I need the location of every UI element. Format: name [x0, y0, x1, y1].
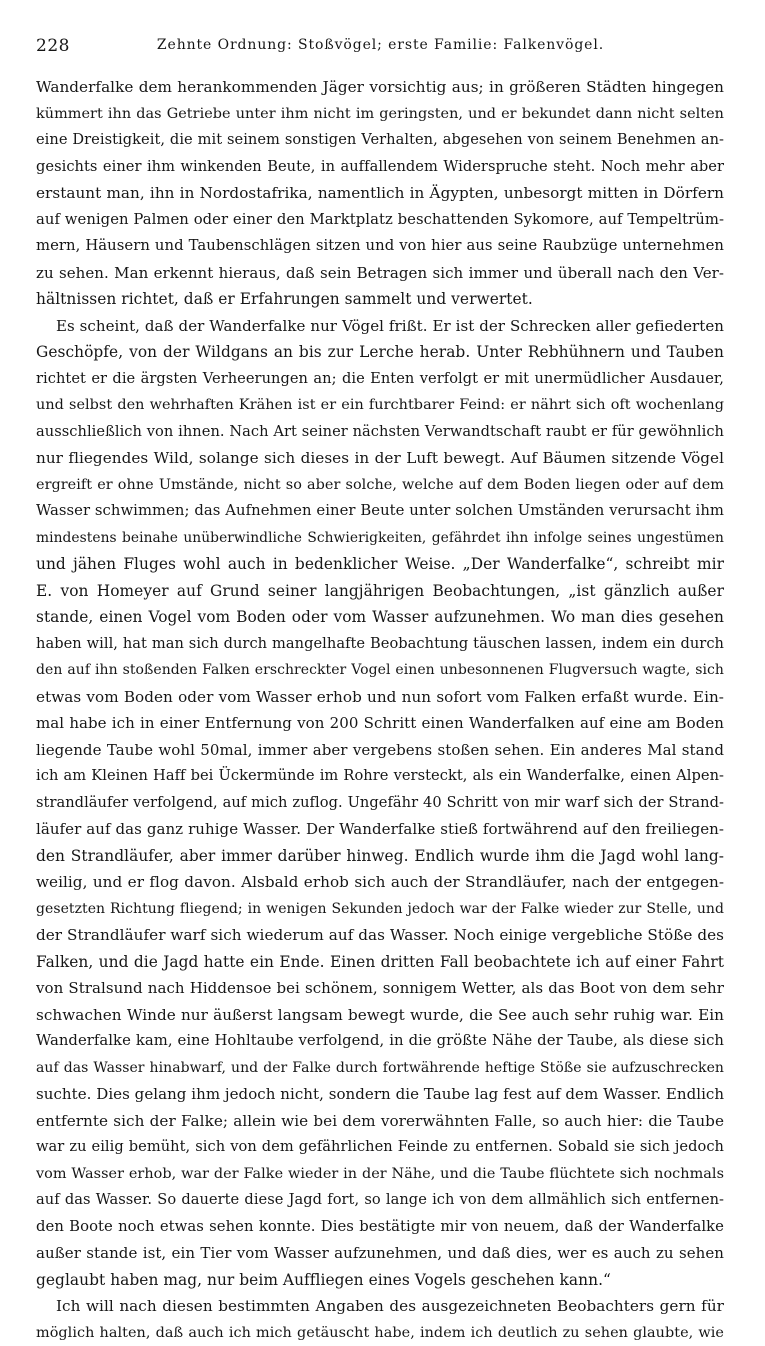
- text-line: ergreift er ohne Umstände, nicht so aber solche, welche auf dem Boden liegen oder auf dem: [36, 472, 724, 499]
- running-title: Zehnte Ordnung: Stoßvögel; erste Familie: Falkenvögel.: [36, 37, 725, 53]
- paragraph: [36, 1293, 724, 1346]
- text-line: vom Wasser erhob, war der Falke wieder in der Nähe, und die Taube flüchtete sich nochmals: [36, 1161, 724, 1188]
- text-line: zu sehen. Man erkennt hieraus, daß sein Betragen sich immer und überall nach den Ver-: [36, 260, 724, 287]
- text-line: weilig, und er flog davon. Alsbald erhob sich auch der Strandläufer, nach der entgegen-: [36, 869, 724, 896]
- text-line: stande, einen Vogel vom Boden oder vom Wasser aufzunehmen. Wo man dies gesehen: [36, 604, 724, 631]
- text-line: mal habe ich in einer Entfernung von 200 Schritt einen Wanderfalken auf eine am Boden: [36, 710, 724, 737]
- text-line: hältnissen richtet, daß er Erfahrungen sammelt und verwertet.: [36, 286, 724, 313]
- text-line: möglich halten, daß auch ich mich getäuscht habe, indem ich deutlich zu sehen glaubte, wie: [36, 1320, 724, 1346]
- paragraph: [36, 74, 724, 313]
- page-number: 228: [36, 36, 70, 56]
- text-line: auf das Wasser hinabwarf, und der Falke durch fortwährende heftige Stöße sie aufzuschrecken: [36, 1055, 724, 1082]
- text-line: ausschließlich von ihnen. Nach Art seiner nächsten Verwandtschaft raubt er für gewöhnlich: [36, 419, 724, 446]
- text-line: kümmert ihn das Getriebe unter ihm nicht im geringsten, und er bekundet dann nicht selten: [36, 101, 724, 128]
- text-line: haben will, hat man sich durch mangelhafte Beobachtung täuschen lassen, indem ein durch: [36, 631, 724, 658]
- text-line: gesichts einer ihm winkenden Beute, in auffallendem Widerspruche steht. Noch mehr aber: [36, 154, 724, 181]
- text-line: läufer auf das ganz ruhige Wasser. Der Wanderfalke stieß fortwährend auf den freiliegen-: [36, 816, 724, 843]
- body-text: [36, 74, 724, 1346]
- text-line: und jähen Fluges wohl auch in bedenklicher Weise. „Der Wanderfalke“, schreibt mir: [36, 551, 724, 578]
- text-line: den Strandläufer, aber immer darüber hinweg. Endlich wurde ihm die Jagd wohl lang-: [36, 843, 724, 870]
- text-line: strandläufer verfolgend, auf mich zuflog. Ungefähr 40 Schritt von mir warf sich der Strand-: [36, 790, 724, 817]
- text-line: mindestens beinahe unüberwindliche Schwierigkeiten, gefährdet ihn infolge seines ungestümen: [36, 525, 724, 552]
- text-line: E. von Homeyer auf Grund seiner langjährigen Beobachtungen, „ist gänzlich außer: [36, 578, 724, 605]
- text-line: den Boote noch etwas sehen konnte. Dies bestätigte mir von neuem, daß der Wanderfalke: [36, 1214, 724, 1241]
- text-line: etwas vom Boden oder vom Wasser erhob und nun sofort vom Falken erfaßt wurde. Ein-: [36, 684, 724, 711]
- text-line: liegende Taube wohl 50mal, immer aber vergebens stoßen sehen. Ein anderes Mal stand: [36, 737, 724, 764]
- text-line: geglaubt haben mag, nur beim Auffliegen eines Vogels geschehen kann.“: [36, 1267, 724, 1294]
- text-line: war zu eilig bemüht, sich von dem gefährlichen Feinde zu entfernen. Sobald sie sich jedoch: [36, 1134, 724, 1161]
- text-line: auf wenigen Palmen oder einer den Marktplatz beschattenden Sykomore, auf Tempeltrüm-: [36, 207, 724, 234]
- text-line: nur fliegendes Wild, solange sich dieses in der Luft bewegt. Auf Bäumen sitzende Vögel: [36, 445, 724, 472]
- paragraph: [36, 313, 724, 1294]
- text-line: von Stralsund nach Hiddensoe bei schönem, sonnigem Wetter, als das Boot von dem sehr: [36, 975, 724, 1002]
- text-line: eine Dreistigkeit, die mit seinem sonstigen Verhalten, abgesehen von seinem Benehmen an-: [36, 127, 724, 154]
- text-line: Falken, und die Jagd hatte ein Ende. Einen dritten Fall beobachtete ich auf einer Fahrt: [36, 949, 724, 976]
- text-line: Wanderfalke kam, eine Hohltaube verfolgend, in die größte Nähe der Taube, als diese sich: [36, 1028, 724, 1055]
- running-head: [36, 36, 725, 58]
- text-line: Geschöpfe, von der Wildgans an bis zur Lerche herab. Unter Rebhühnern und Tauben: [36, 339, 724, 366]
- text-line: richtet er die ärgsten Verheerungen an; die Enten verfolgt er mit unermüdlicher Ausdauer,: [36, 366, 724, 393]
- text-line: entfernte sich der Falke; allein wie bei dem vorerwähnten Falle, so auch hier: die Taube: [36, 1108, 724, 1135]
- text-line: mern, Häusern und Taubenschlägen sitzen und von hier aus seine Raubzüge unternehmen: [36, 233, 724, 260]
- text-line: suchte. Dies gelang ihm jedoch nicht, sondern die Taube lag fest auf dem Wasser. Endlich: [36, 1081, 724, 1108]
- text-line: erstaunt man, ihn in Nordostafrika, namentlich in Ägypten, unbesorgt mitten in Dörfern: [36, 180, 724, 207]
- text-line: und selbst den wehrhaften Krähen ist er ein furchtbarer Feind: er nährt sich oft wochenlang: [36, 392, 724, 419]
- text-line: schwachen Winde nur äußerst langsam bewegt wurde, die See auch sehr ruhig war. Ein: [36, 1002, 724, 1029]
- text-line: auf das Wasser. So dauerte diese Jagd fort, so lange ich von dem allmählich sich entfernen-: [36, 1187, 724, 1214]
- text-line: außer stande ist, ein Tier vom Wasser aufzunehmen, und daß dies, wer es auch zu sehen: [36, 1240, 724, 1267]
- text-line: Ich will nach diesen bestimmten Angaben des ausgezeichneten Beobachters gern für: [36, 1293, 724, 1320]
- text-line: Wasser schwimmen; das Aufnehmen einer Beute unter solchen Umständen verursacht ihm: [36, 498, 724, 525]
- text-line: der Strandläufer warf sich wiederum auf das Wasser. Noch einige vergebliche Stöße des: [36, 922, 724, 949]
- text-line: ich am Kleinen Haff bei Ückermünde im Rohre versteckt, als ein Wanderfalke, einen Alpen-: [36, 763, 724, 790]
- text-line: Wanderfalke dem herankommenden Jäger vorsichtig aus; in größeren Städten hingegen: [36, 74, 724, 101]
- text-line: den auf ihn stoßenden Falken erschreckter Vogel einen unbesonnenen Flugversuch wagte, sich: [36, 657, 724, 684]
- text-line: gesetzten Richtung fliegend; in wenigen Sekunden jedoch war der Falke wieder zur Stelle, und: [36, 896, 724, 923]
- text-line: Es scheint, daß der Wanderfalke nur Vögel frißt. Er ist der Schrecken aller gefiederten: [36, 313, 724, 340]
